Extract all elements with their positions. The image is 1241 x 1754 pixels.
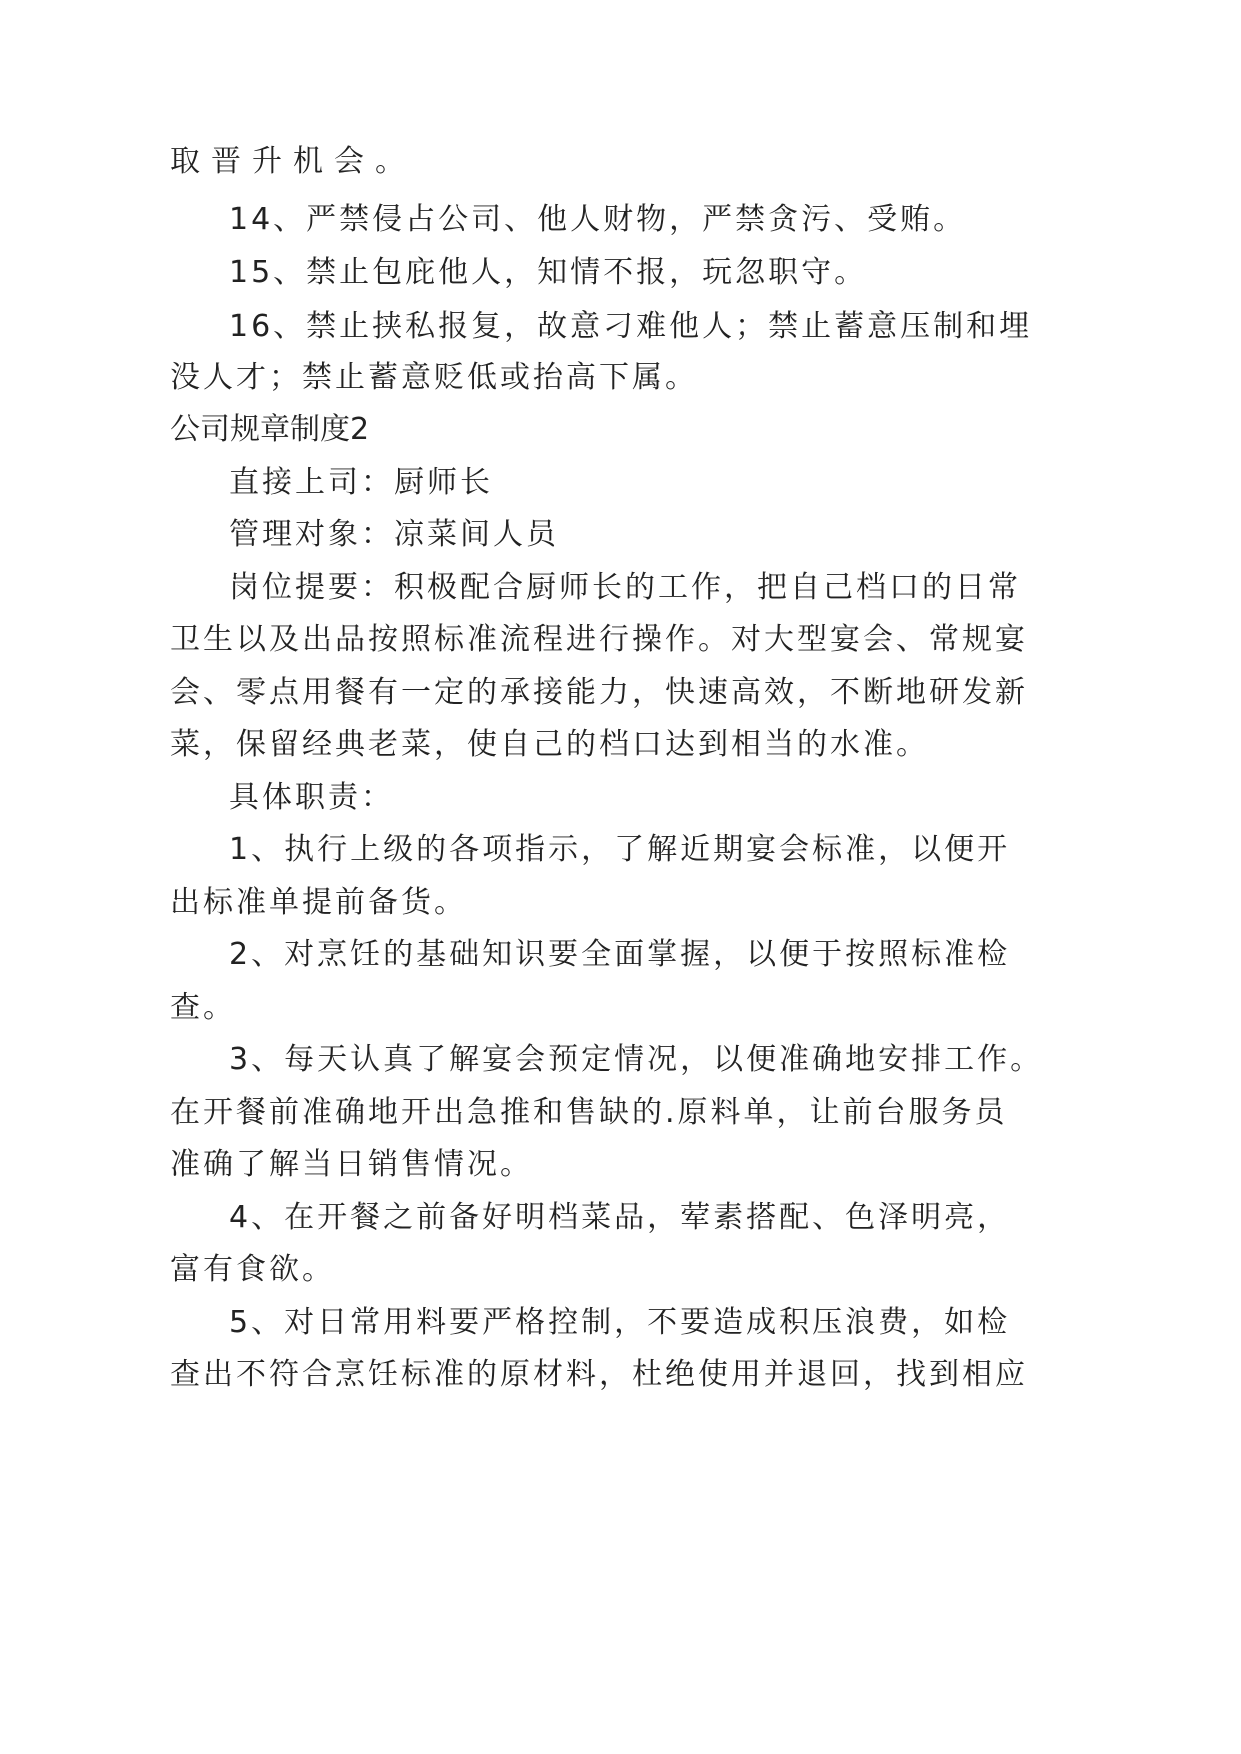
paragraph-line: 富有食欲。 xyxy=(170,1252,335,1287)
paragraph-line: 查出不符合烹饪标准的原材料，杜绝使用并退回，找到相应 xyxy=(170,1357,1028,1392)
paragraph-line: 会、零点用餐有一定的承接能力，快速高效，不断地研发新 xyxy=(170,675,1028,710)
paragraph-line: 14、严禁侵占公司、他人财物，严禁贪污、受贿。 xyxy=(229,202,967,237)
paragraph-line: 2、对烹饪的基础知识要全面掌握，以便于按照标准检 xyxy=(229,937,1011,972)
section-heading: 公司规章制度2 xyxy=(170,412,370,447)
paragraph-line: 在开餐前准确地开出急推和售缺的.原料单，让前台服务员 xyxy=(170,1095,1008,1130)
paragraph-line: 16、禁止挟私报复，故意刁难他人；禁止蓄意压制和埋 xyxy=(229,309,1033,344)
paragraph-line: 出标准单提前备货。 xyxy=(170,885,467,920)
paragraph-line: 具体职责： xyxy=(229,780,394,815)
paragraph-line: 菜，保留经典老菜，使自己的档口达到相当的水准。 xyxy=(170,727,929,762)
paragraph-line: 3、每天认真了解宴会预定情况，以便准确地安排工作。 xyxy=(229,1042,1044,1077)
paragraph-line: 准确了解当日销售情况。 xyxy=(170,1147,533,1182)
paragraph-line: 1、执行上级的各项指示，了解近期宴会标准，以便开 xyxy=(229,832,1011,867)
paragraph-line: 查。 xyxy=(170,990,236,1025)
paragraph-line: 管理对象：凉菜间人员 xyxy=(229,517,559,552)
paragraph-line: 5、对日常用料要严格控制，不要造成积压浪费，如检 xyxy=(229,1305,1011,1340)
paragraph-line: 岗位提要：积极配合厨师长的工作，把自己档口的日常 xyxy=(229,570,1021,605)
paragraph-line: 4、在开餐之前备好明档菜品，荤素搭配、色泽明亮， xyxy=(229,1200,1011,1235)
paragraph-line: 取晋升机会。 xyxy=(170,144,416,179)
paragraph-line: 卫生以及出品按照标准流程进行操作。对大型宴会、常规宴 xyxy=(170,622,1028,657)
paragraph-line: 直接上司：厨师长 xyxy=(229,465,493,500)
paragraph-line: 15、禁止包庇他人，知情不报，玩忽职守。 xyxy=(229,255,868,290)
paragraph-line: 没人才；禁止蓄意贬低或抬高下属。 xyxy=(170,360,698,395)
